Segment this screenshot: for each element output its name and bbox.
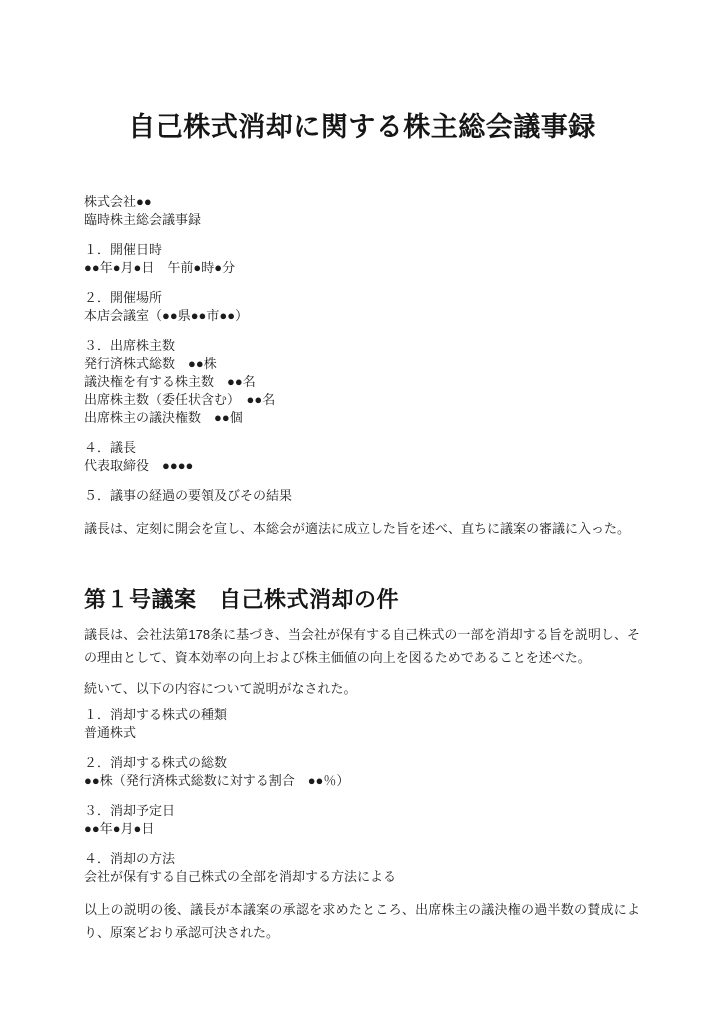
proposal-item-line: ●●年●月●日 (84, 821, 155, 836)
meta-section-heading: １．開催日時 (84, 242, 163, 257)
proposal-item-stock-type (84, 706, 640, 742)
proposal-item-line: 会社が保有する自己株式の全部を消却する方法による (84, 869, 397, 884)
meta-section-heading: ３．出席株主数 (84, 338, 176, 353)
meta-section-chairman (84, 439, 640, 475)
meta-section-datetime (84, 241, 640, 277)
proposal-item-cancellation-method (84, 850, 640, 886)
meta-section-line: 本店会議室（●●県●●市●●） (84, 308, 249, 323)
proposal-item-stock-count (84, 754, 640, 790)
meta-section-proceedings (84, 487, 640, 505)
meta-section-heading: ５．議事の経過の要領及びその結果 (84, 488, 293, 503)
meta-section-heading: ２．開催場所 (84, 290, 163, 305)
meta-section-heading: ４．議長 (84, 440, 137, 455)
proposal-item-heading: ４．消却の方法 (84, 851, 176, 866)
proposal-item-heading: ３．消却予定日 (84, 803, 176, 818)
proposal-heading: 第１号議案 自己株式消却の件 (84, 587, 400, 612)
proposal-intro-paragraph: 続いて、以下の内容について説明がなされた。 (84, 681, 357, 696)
proposal-item-cancellation-date (84, 802, 640, 838)
meta-section-line: 出席株主数（委任状含む） ●●名 (84, 392, 276, 407)
proposal-item-heading: １．消却する株式の種類 (84, 707, 228, 722)
meta-section-venue (84, 289, 640, 325)
document-title: 自己株式消却に関する株主総会議事録 (128, 112, 596, 142)
meta-section-line: 発行済株式総数 ●●株 (84, 356, 217, 371)
company-name: 株式会社●● (84, 194, 152, 209)
meta-section-line: 代表取締役 ●●●● (84, 458, 194, 473)
proposal-item-line: 普通株式 (84, 725, 137, 740)
meta-section-line: 議決権を有する株主数 ●●名 (84, 374, 256, 389)
document-type: 臨時株主総会議事録 (84, 212, 202, 227)
resolution-paragraph: 以上の説明の後、議長が本議案の承認を求めたところ、出席株主の議決権の過半数の賛成により、原案どおり承認可決された。 (84, 902, 640, 940)
opening-paragraph: 議長は、定刻に開会を宣し、本総会が適法に成立した旨を述べ、直ちに議案の審議に入った。 (84, 521, 631, 536)
meta-section-line: 出席株主の議決権数 ●●個 (84, 410, 243, 425)
proposal-explanation-paragraph: 議長は、会社法第178条に基づき、当会社が保有する自己株式の一部を消却する旨を説明し、その理由として、資本効率の向上および株主価値の向上を図るためであることを述べた。 (84, 627, 640, 665)
proposal-item-heading: ２．消却する株式の総数 (84, 755, 228, 770)
document-header-block (84, 193, 640, 229)
proposal-item-line: ●●株（発行済株式総数に対する割合 ●●％） (84, 773, 350, 788)
meta-section-attendance (84, 337, 640, 427)
meta-section-line: ●●年●月●日 午前●時●分 (84, 260, 236, 275)
